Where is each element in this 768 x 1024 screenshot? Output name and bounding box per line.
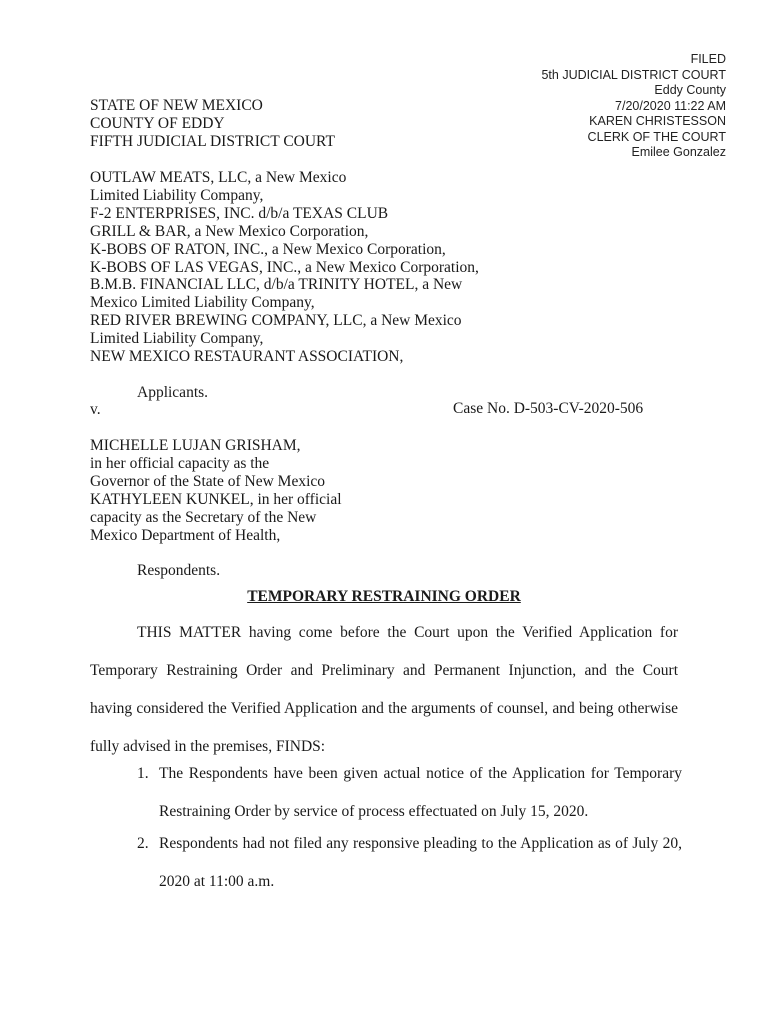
respondents-label: Respondents. bbox=[137, 562, 221, 579]
court-header-line: FIFTH JUDICIAL DISTRICT COURT bbox=[90, 133, 335, 150]
opening-paragraph: THIS MATTER having come before the Court upon the Verified Application for Temporary Restraining Order and Preliminary and Permanent Injunction, and the Court having considered the Verified Application and the arguments of counsel, and being otherwise fully advised in the premises, FINDS: bbox=[90, 624, 678, 755]
finding-text: The Respondents have been given actual notice of the Application for Temporary Restraining Order by service of process effectuated on July 15, 2020. bbox=[159, 765, 682, 820]
party-line: capacity as the Secretary of the New bbox=[90, 508, 317, 526]
party-line: Limited Liability Company, bbox=[90, 330, 264, 348]
case-number: Case No. D-503-CV-2020-506 bbox=[453, 400, 644, 417]
applicants-list bbox=[90, 169, 479, 366]
stamp-line: 5th JUDICIAL DISTRICT COURT bbox=[541, 67, 726, 82]
order-body bbox=[90, 614, 678, 766]
versus-label: v. bbox=[90, 401, 101, 418]
finding-number: 2. bbox=[137, 835, 149, 852]
party-line: Limited Liability Company, bbox=[90, 186, 264, 204]
party-line: KATHYLEEN KUNKEL, in her official bbox=[90, 490, 342, 508]
party-line: in her official capacity as the bbox=[90, 454, 270, 472]
stamp-line: Emilee Gonzalez bbox=[631, 145, 726, 159]
court-header bbox=[90, 97, 335, 151]
order-title: TEMPORARY RESTRAINING ORDER bbox=[247, 588, 521, 605]
party-line: B.M.B. FINANCIAL LLC, d/b/a TRINITY HOTEL, a New bbox=[90, 276, 463, 294]
stamp-line: CLERK OF THE COURT bbox=[587, 129, 726, 144]
court-header-line: COUNTY OF EDDY bbox=[90, 115, 225, 132]
party-line: NEW MEXICO RESTAURANT ASSOCIATION, bbox=[90, 348, 404, 366]
court-header-line: STATE OF NEW MEXICO bbox=[90, 97, 263, 114]
party-line: RED RIVER BREWING COMPANY, LLC, a New Mexico bbox=[90, 312, 462, 330]
party-line: MICHELLE LUJAN GRISHAM, bbox=[90, 437, 301, 454]
finding-item bbox=[137, 755, 682, 831]
party-line: OUTLAW MEATS, LLC, a New Mexico bbox=[90, 169, 347, 186]
stamp-line: Eddy County bbox=[654, 83, 726, 97]
stamp-line: KAREN CHRISTESSON bbox=[589, 114, 726, 128]
finding-item bbox=[137, 825, 682, 901]
filing-stamp bbox=[541, 52, 726, 161]
finding-number: 1. bbox=[137, 765, 149, 782]
party-line: GRILL & BAR, a New Mexico Corporation, bbox=[90, 222, 369, 240]
finding-text: Respondents had not filed any responsive pleading to the Application as of July 20, 2020 at 11:00 a.m. bbox=[159, 835, 682, 890]
party-line: F-2 ENTERPRISES, INC. d/b/a TEXAS CLUB bbox=[90, 204, 389, 222]
party-line: Mexico Limited Liability Company, bbox=[90, 294, 315, 312]
stamp-line: FILED bbox=[690, 52, 726, 66]
applicants-label: Applicants. bbox=[137, 384, 209, 401]
party-line: K-BOBS OF RATON, INC., a New Mexico Corporation, bbox=[90, 240, 446, 258]
respondents-list bbox=[90, 437, 342, 544]
party-line: Mexico Department of Health, bbox=[90, 526, 281, 544]
party-line: Governor of the State of New Mexico bbox=[90, 472, 326, 490]
party-line: K-BOBS OF LAS VEGAS, INC., a New Mexico Corporation, bbox=[90, 258, 479, 276]
stamp-line: 7/20/2020 11:22 AM bbox=[615, 98, 726, 113]
